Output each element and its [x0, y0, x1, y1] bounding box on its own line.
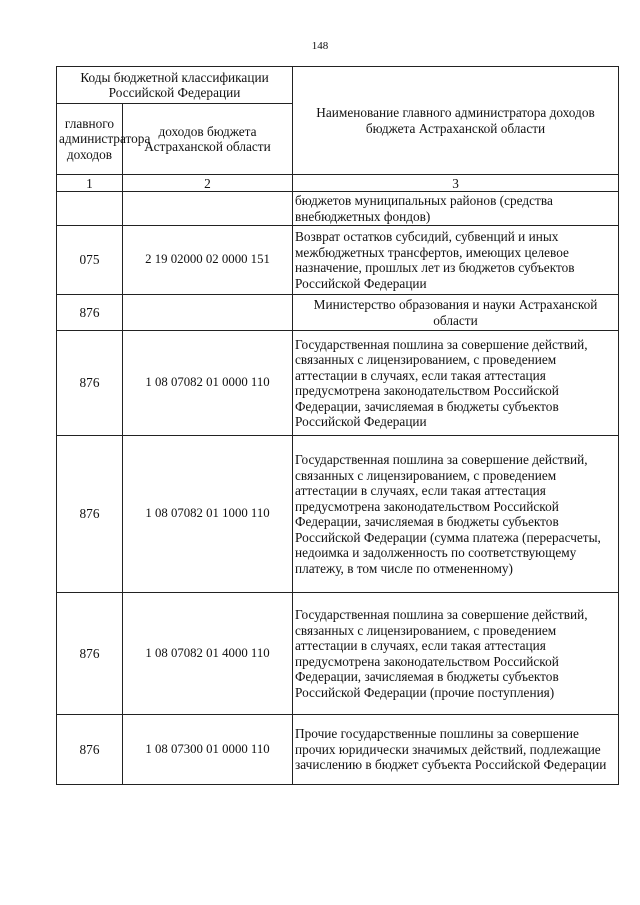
table-row — [57, 715, 619, 785]
budget-classification-table — [56, 66, 619, 785]
revenue-code-cell: 1 08 07082 01 1000 110 — [123, 436, 293, 593]
name-cell: Государственная пошлина за совершение действий, связанных с лицензированием, с проведением аттестации в случаях, если такая аттестация предусмотрена законодательством Российской Федерации, зачисляемая в бюджеты субъектов Российской Федерации (сумма платежа (перерасчеты, недоимка и задолженность по соответствующему платежу, в том числе по отмененному) — [293, 436, 619, 593]
revenue-code-cell: 1 08 07300 01 0000 110 — [123, 715, 293, 785]
name-cell: Возврат остатков субсидий, субвенций и иных межбюджетных трансфертов, имеющих целевое назначение, прошлых лет из бюджетов субъектов Российской Федерации — [293, 226, 619, 295]
column-number-row — [57, 175, 619, 192]
revenue-code-cell — [123, 192, 293, 226]
name-cell: Государственная пошлина за совершение действий, связанных с лицензированием, с проведением аттестации в случаях, если такая аттестация предусмотрена законодательством Российской Федерации, зачисляемая в бюджеты субъектов Российской Федерации (прочие поступления) — [293, 593, 619, 715]
administrator-heading-cell: Министерство образования и науки Астраханской области — [293, 295, 619, 331]
table-row — [57, 331, 619, 436]
name-cell: бюджетов муниципальных районов (средства внебюджетных фондов) — [293, 192, 619, 226]
admin-code-cell: 876 — [57, 715, 123, 785]
table-row — [57, 295, 619, 331]
revenue-code-cell: 1 08 07082 01 4000 110 — [123, 593, 293, 715]
page-number: 148 — [311, 40, 329, 52]
admin-code-cell: 876 — [57, 436, 123, 593]
column-number: 3 — [293, 175, 619, 192]
revenue-code-cell: 1 08 07082 01 0000 110 — [123, 331, 293, 436]
table-row — [57, 192, 619, 226]
admin-code-cell: 876 — [57, 295, 123, 331]
admin-code-cell: 876 — [57, 331, 123, 436]
revenue-code-cell — [123, 295, 293, 331]
name-cell: Прочие государственные пошлины за совершение прочих юридически значимых действий, подлежащие зачислению в бюджет субъекта Российской Федерации — [293, 715, 619, 785]
table-row — [57, 436, 619, 593]
table-row — [57, 226, 619, 295]
column-number: 1 — [57, 175, 123, 192]
revenue-code-cell: 2 19 02000 02 0000 151 — [123, 226, 293, 295]
name-cell: Государственная пошлина за совершение действий, связанных с лицензированием, с проведением аттестации в случаях, если такая аттестация предусмотрена законодательством Российской Федерации, зачисляемая в бюджеты субъектов Российской Федерации — [293, 331, 619, 436]
header-row-top — [57, 67, 619, 104]
admin-code-cell — [57, 192, 123, 226]
header-admin-code: главного администратора доходов — [57, 104, 123, 175]
header-codes-group: Коды бюджетной классификации Российской Федерации — [57, 67, 293, 104]
table-row — [57, 593, 619, 715]
column-number: 2 — [123, 175, 293, 192]
admin-code-cell: 876 — [57, 593, 123, 715]
header-administrator-name: Наименование главного администратора доходов бюджета Астраханской области — [293, 67, 619, 175]
admin-code-cell: 075 — [57, 226, 123, 295]
header-revenue-code: доходов бюджета Астраханской области — [123, 104, 293, 175]
